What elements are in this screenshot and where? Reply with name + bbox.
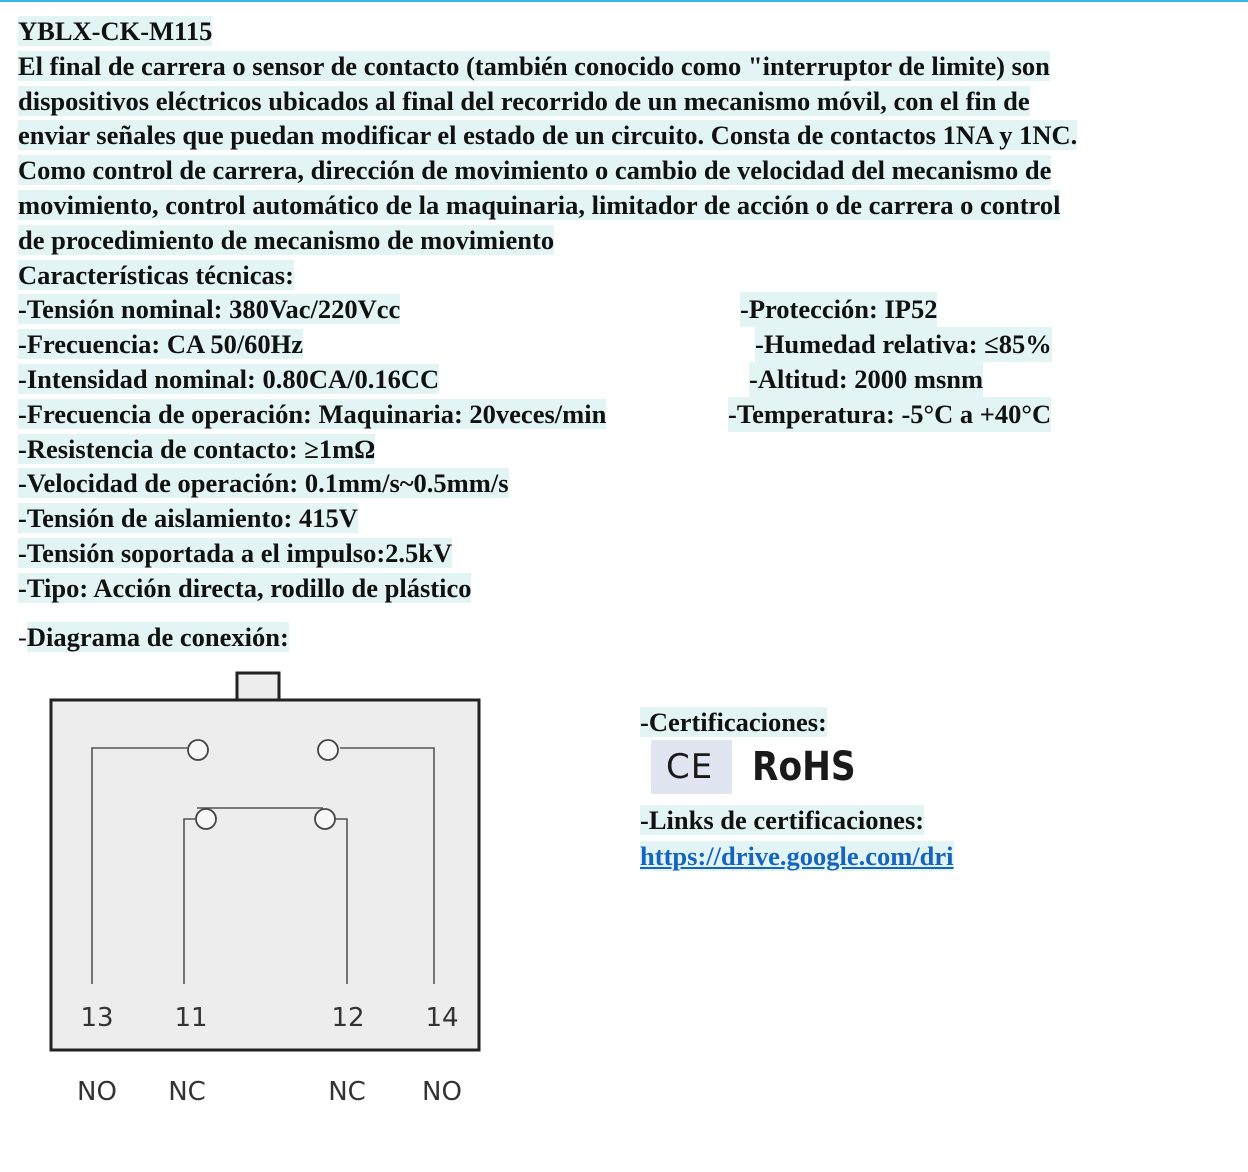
product-code: YBLX-CK-M115 [18,16,213,46]
certification-link[interactable]: https://drive.google.com/dri [640,841,954,871]
spec-row [18,362,1240,397]
spec-row [18,397,1240,432]
description-line: Como control de carrera, dirección de movimiento o cambio de velocidad del mecanismo de [18,155,1052,186]
contact-no-right [318,740,338,760]
description-line: enviar señales que puedan modificar el estado de un circuito. Consta de contactos 1NA y 1NC. [18,120,1078,151]
spec-row [18,501,1240,536]
terminal-label: 11 [174,1003,208,1033]
contact-nc-left [196,809,216,829]
switch-body [51,700,479,1050]
description-line: dispositivos eléctricos ubicados al final del recorrido de un mecanismo móvil, con el fin de [18,85,1030,116]
spec-right: -Temperatura: -5°C a +40°C [728,397,1051,432]
spec-left: -Velocidad de operación: 0.1mm/s~0.5mm/s [18,468,509,499]
terminal-label: 12 [331,1003,365,1033]
description-line: de procedimiento de mecanismo de movimiento [18,224,555,255]
spec-row [18,327,1240,362]
contact-type-label: NO [77,1077,117,1107]
terminal-label: 14 [425,1003,459,1033]
certifications-label: -Certificaciones: [640,707,827,737]
spec-row [18,571,1240,606]
spec-row [18,432,1240,467]
diagram-title-dash: - [18,622,27,652]
spec-right: -Humedad relativa: ≤85% [755,327,1052,362]
description-line: movimiento, control automático de la maquinaria, limitador de acción o de carrera o control [18,189,1061,220]
actuator-tab [237,673,279,701]
spec-left: -Frecuencia: CA 50/60Hz [18,329,304,360]
certification-links-label: -Links de certificaciones: [640,805,925,835]
top-rule [0,0,1248,2]
contact-no-left [188,740,208,760]
spec-left: -Tipo: Acción directa, rodillo de plástico [18,572,472,603]
terminal-label: 13 [80,1003,114,1033]
spec-row [18,536,1240,571]
spec-left: -Resistencia de contacto: ≥1mΩ [18,433,376,464]
spec-left: -Tensión soportada a el impulso:2.5kV [18,537,453,568]
spec-right: -Altitud: 2000 msnm [749,362,983,397]
contact-type-label: NC [328,1077,366,1107]
spec-left: -Tensión nominal: 380Vac/220Vcc [18,294,401,325]
spec-right: -Protección: IP52 [740,292,937,327]
contact-type-label: NC [168,1077,206,1107]
description [18,49,1240,258]
specs-title: Características técnicas: [18,259,294,290]
diagram-title [18,620,289,654]
spec-row [18,292,1240,327]
spec-row [18,466,1240,501]
contact-type-label: NO [422,1077,462,1107]
diagram-title-text: Diagrama de conexión: [26,622,289,652]
spec-left: -Tensión de aislamiento: 415V [18,503,358,534]
spec-left: -Intensidad nominal: 0.80CA/0.16CC [18,363,440,394]
description-line: El final de carrera o sensor de contacto (también conocido como "interruptor de limite) son [18,50,1050,81]
spec-left: -Frecuencia de operación: Maquinaria: 20veces/min [18,398,607,429]
contact-nc-right [315,809,335,829]
connection-diagram [40,666,500,1126]
rohs-logo: RoHS [752,744,856,790]
ce-mark-logo: CE [666,747,714,787]
document-body [18,14,1240,606]
